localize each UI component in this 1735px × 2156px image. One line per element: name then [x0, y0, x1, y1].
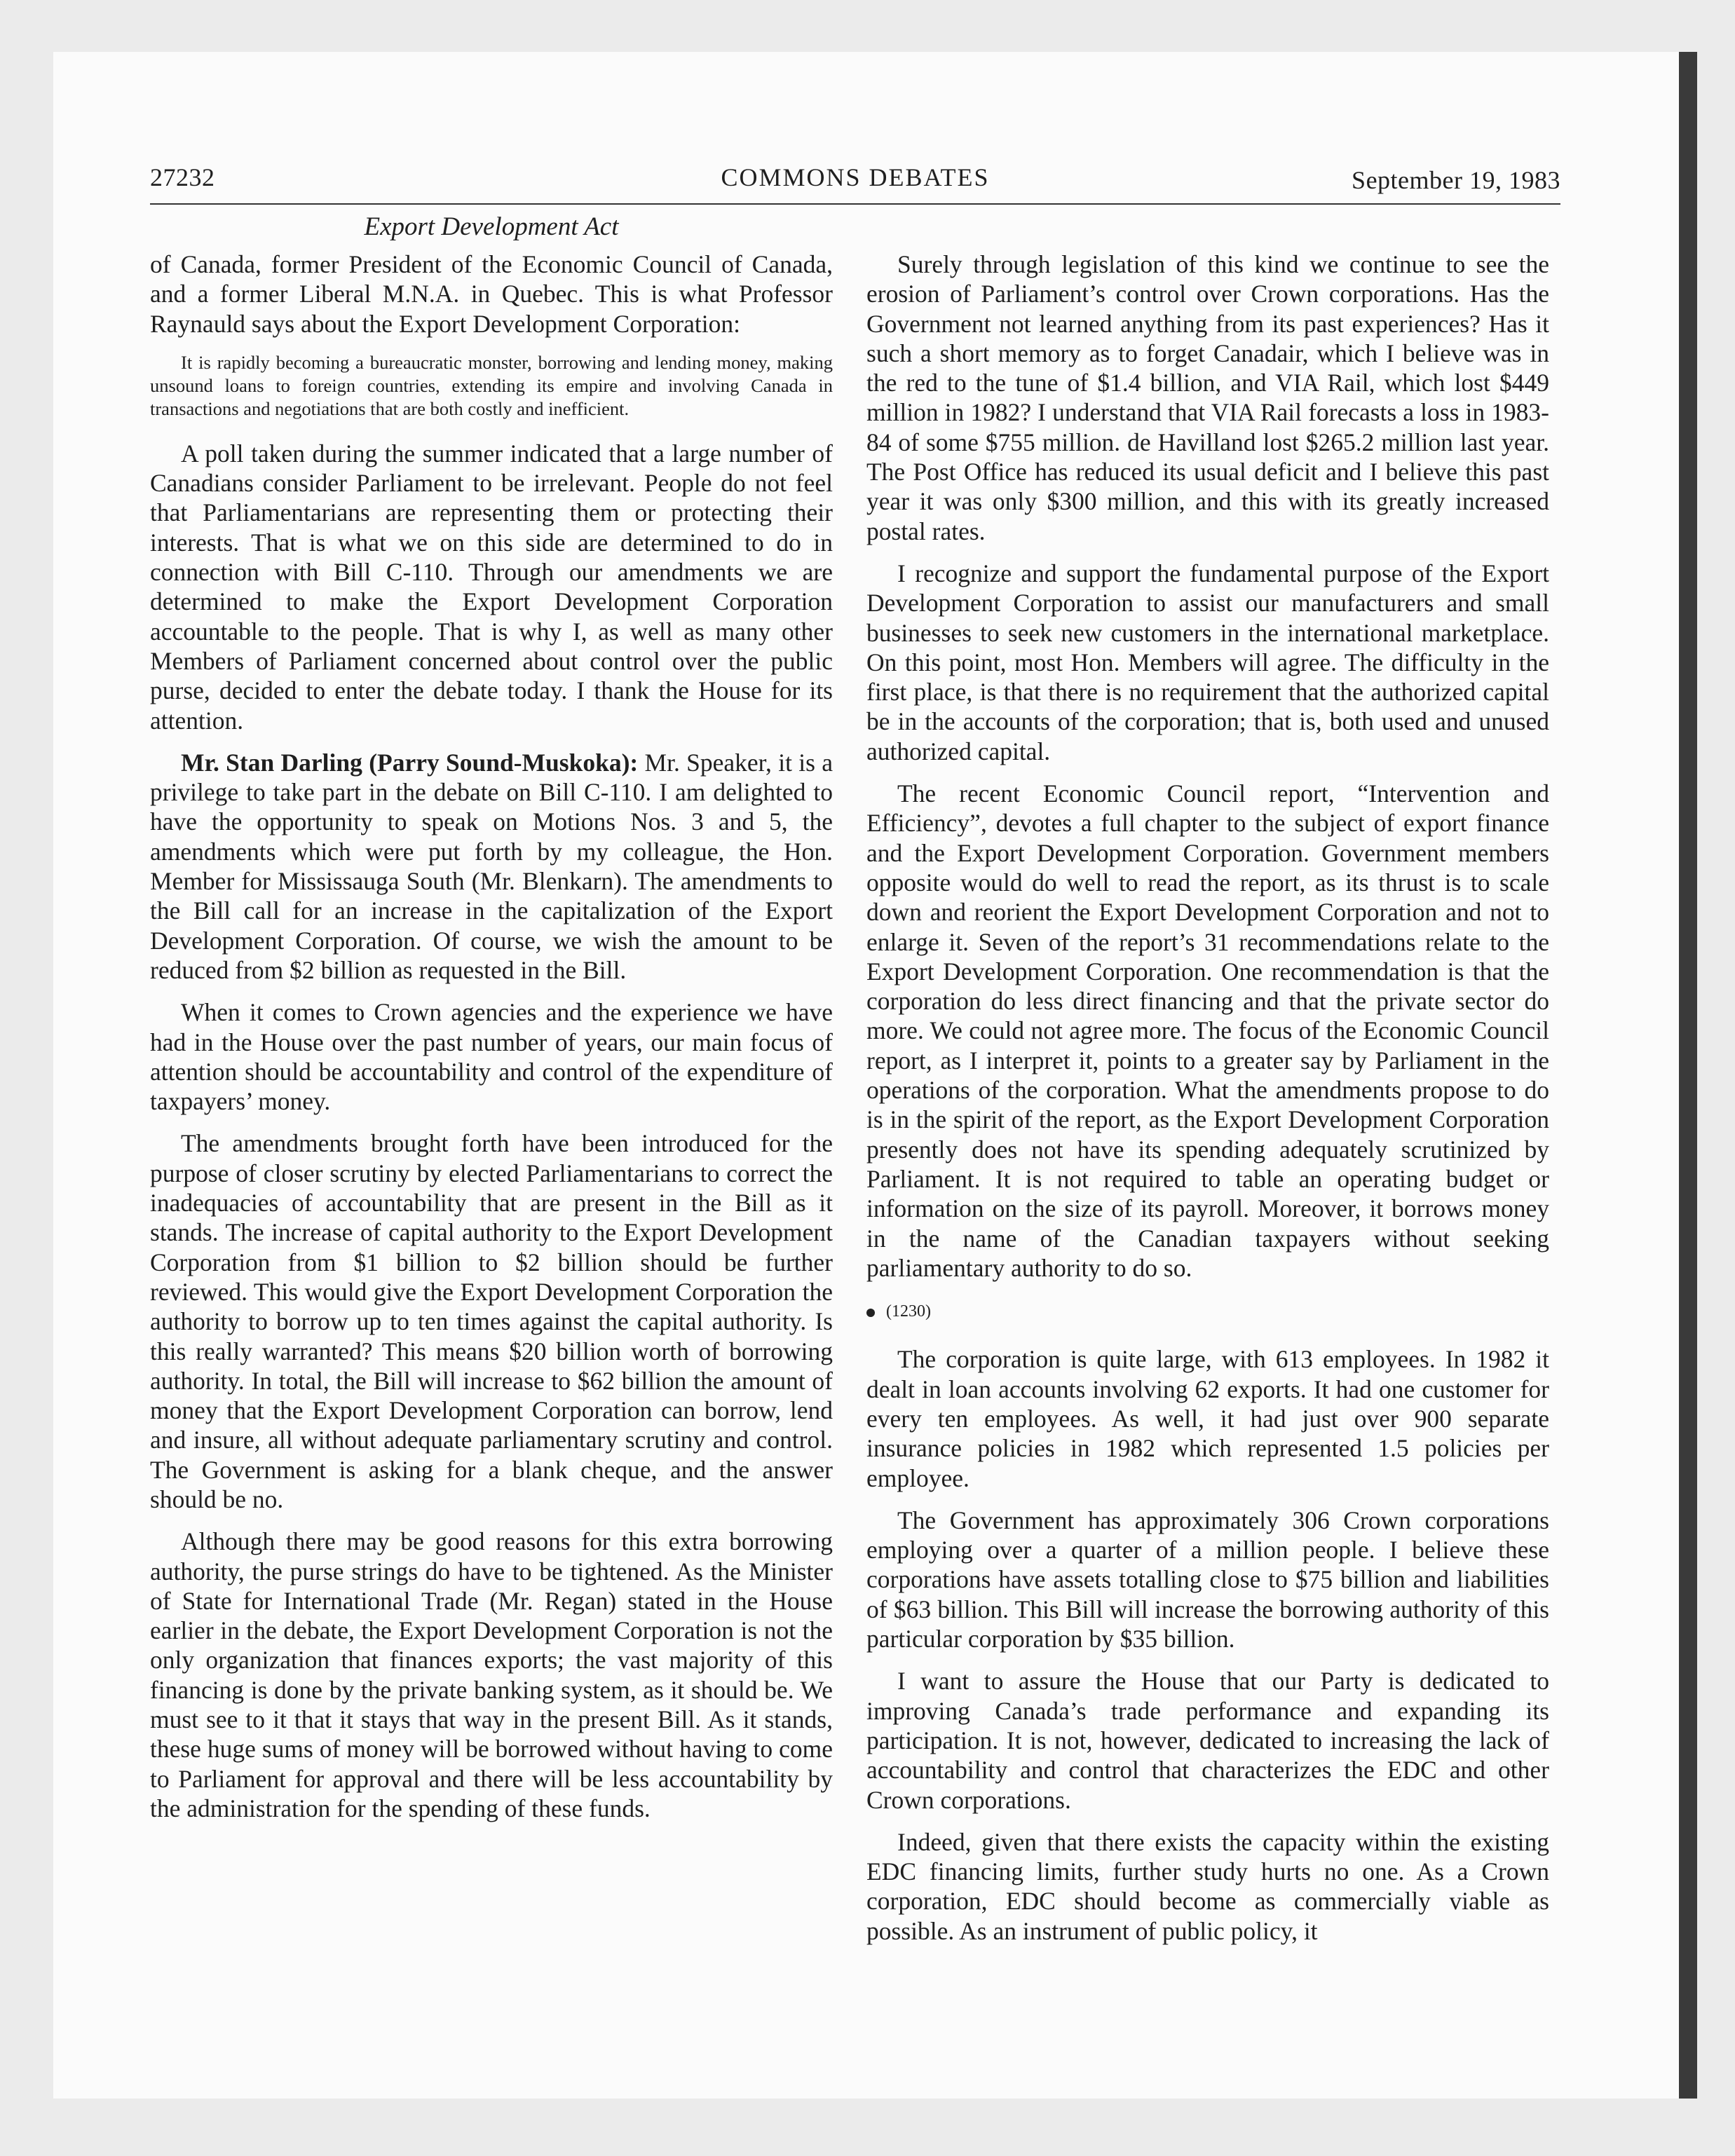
running-title: Export Development Act — [364, 212, 619, 241]
paragraph: The recent Economic Council report, “Intervention and Efficiency”, devotes a full chapter to the subject of export finance and the Export Development Corporation. Government members opposite would do well to read the report, as its thrust is to scale down and reorient the Export Development Corporation and not to enlarge it. Seven of the report’s 31 recommendations relate to the Export Development Corporation. One recommendation is that the corporation do less direct financing and that the private sector do more. We could not agree more. The focus of the Economic Council report, as I interpret it, points to a greater say by Parliament in the operations of the corporation. What the amendments propose to do is in the spirit of the report, as the Export Development Corporation presently does not have its spending adequately scrutinized by Parliament. It is not required to table an operating budget or information on the size of its payroll. Moreover, it borrows money in the name of the Canadian taxpayers without seeking parliamentary authority to do so. — [866, 779, 1549, 1282]
publication-title: COMMONS DEBATES — [721, 163, 990, 191]
paragraph: When it comes to Crown agencies and the experience we have had in the House over the past number of years, our main focus of attention should be accountability and control of the expenditure of taxpayers’ money. — [150, 998, 833, 1116]
time-marker-text: (1230) — [886, 1302, 931, 1321]
header-date: September 19, 1983 — [1352, 166, 1560, 194]
paragraph: The Government has approximately 306 Crown corporations employing over a quarter of a million people. I believe these corporations have assets totalling close to $75 billion and liabilities of $63 billion. This Bill will increase the borrowing authority of this particular corporation by $35 billion. — [866, 1506, 1549, 1653]
paragraph: of Canada, former President of the Economic Council of Canada, and a former Liberal M.N.A. in Quebec. This is what Professor Raynauld says about the Export Development Corporation: — [150, 250, 833, 338]
page-number: 27232 — [150, 163, 215, 191]
speaker-name: Mr. Stan Darling (Parry Sound-Muskoka): — [181, 748, 639, 777]
paragraph: I recognize and support the fundamental purpose of the Export Development Corporation to assist our manufacturers and small businesses to seek new customers in the international marketplace. On this point, most Hon. Members will agree. The difficulty in the first place, is that there is no requirement that the authorized capital be in the accounts of the corporation; that is, both used and unused authorized capital. — [866, 559, 1549, 765]
time-marker — [866, 1297, 1549, 1326]
bullet-icon — [866, 1309, 875, 1317]
paragraph: The amendments brought forth have been introduced for the purpose of closer scrutiny by elected Parliamentarians to correct the inadequacies of accountability that are present in the Bill as it stands. The increase of capital authority to the Export Development Corporation from $1 billion to $2 billion should be further reviewed. This would give the Export Development Corporation the authority to borrow up to ten times against the capital authority. Is this really warranted? This means $20 billion worth of borrowing authority. In total, the Bill will increase to $62 billion the amount of money that the Export Development Corporation can borrow, lend and insure, all without adequate parliamentary scrutiny and control. The Government is asking for a blank cheque, and the answer should be no. — [150, 1129, 833, 1513]
paragraph: A poll taken during the summer indicated that a large number of Canadians consider Parliament to be irrelevant. People do not feel that Parliamentarians are representing them or protecting their interests. That is what we on this side are determined to do in connection with Bill C-110. Through our amendments we are determined to make the Export Development Corporation accountable to the people. That is why I, as well as many other Members of Parliament concerned about control over the public purse, decided to enter the debate today. I thank the House for its attention. — [150, 439, 833, 735]
paragraph: Although there may be good reasons for this extra borrowing authority, the purse strings do have to be tightened. As the Minister of State for International Trade (Mr. Regan) stated in the House earlier in the debate, the Export Development Corporation is not the only organization that finances exports; the vast majority of this financing is done by the private banking system, as it should be. We must see to it that it stays that way in the present Bill. As it stands, these huge sums of money will be borrowed without having to come to Parliament for approval and there will be less accountability by the administration for the spending of these funds. — [150, 1527, 833, 1822]
speech-text: Mr. Speaker, it is a privilege to take part in the debate on Bill C-110. I am delighted to have the opportunity to speak on Motions Nos. 3 and 5, the amendments which were put forth by my colleague, the Hon. Member for Mississauga South (Mr. Blenkarn). The amendments to the Bill call for an increase in the capitalization of the Export Development Corporation. Of course, we wish the amount to be reduced from $2 billion as requested in the Bill. — [150, 748, 833, 984]
speech-paragraph — [150, 748, 833, 985]
page-header — [150, 163, 1560, 205]
paragraph: Indeed, given that there exists the capacity within the existing EDC financing limits, further study hurts no one. As a Crown corporation, EDC should become as commercially viable as possible. As an instrument of public policy, it — [866, 1827, 1549, 1945]
paragraph: Surely through legislation of this kind we continue to see the erosion of Parliament’s control over Crown corporations. Has the Government not learned anything from its past experiences? Has it such a short memory as to forget Canadair, which I believe was in the red to the tune of $1.4 billion, and VIA Rail, which lost $449 million in 1982? I understand that VIA Rail forecasts a loss in 1983-84 of some $755 million. de Havilland lost $265.2 million last year. The Post Office has reduced its usual deficit and I believe this past year it was only $300 million, and this with its greatly increased postal rates. — [866, 250, 1549, 545]
right-column — [866, 250, 1549, 1958]
scan-edge-shadow — [1679, 52, 1697, 2099]
left-column — [150, 250, 833, 1836]
block-quote: It is rapidly becoming a bureaucratic monster, borrowing and lending money, making unsound loans to foreign countries, extending its empire and involving Canada in transactions and negotiations that are both costly and inefficient. — [150, 351, 833, 419]
paragraph: The corporation is quite large, with 613 employees. In 1982 it dealt in loan accounts involving 62 exports. It had one customer for every ten employees. As well, it had just over 900 separate insurance policies in 1982 which represented 1.5 policies per employee. — [866, 1345, 1549, 1492]
paragraph: I want to assure the House that our Party is dedicated to improving Canada’s trade performance and expanding its participation. It is not, however, dedicated to increasing the lack of accountability and control that characterizes the EDC and other Crown corporations. — [866, 1667, 1549, 1814]
